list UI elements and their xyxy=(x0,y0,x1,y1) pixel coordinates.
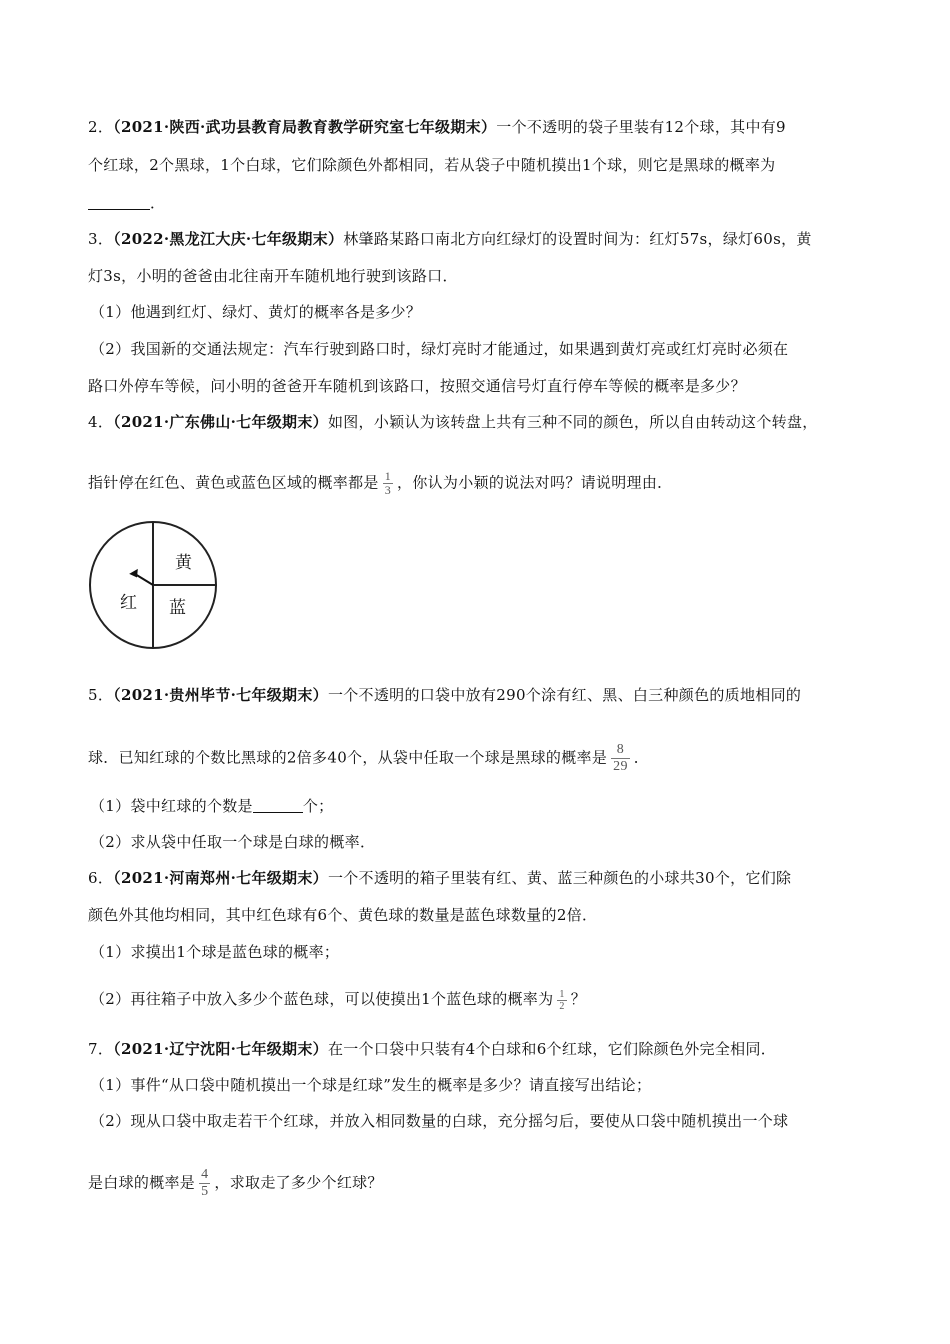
q7-source: （2021·辽宁沈阳·七年级期末） xyxy=(113,1040,328,1058)
q6-source: （2021·河南郑州·七年级期末） xyxy=(113,869,328,887)
q6-sub1: （1）求摸出1个球是蓝色球的概率； xyxy=(90,943,340,961)
q7-sub2-line1: （2）现从口袋中取走若干个红球，并放入相同数量的白球，充分摇匀后，要使从口袋中随机摸出一个球 xyxy=(90,1112,789,1130)
q5-source: （2021·贵州毕节·七年级期末） xyxy=(113,686,328,704)
q3-sub2-line2: 路口外停车等候，问小明的爸爸开车随机到该路口，按照交通信号灯直行停车等候的概率是多少？ xyxy=(88,377,746,395)
q7-line1 xyxy=(88,1038,776,1060)
q2-text1: 一个不透明的袋子里装有12个球，其中有9 xyxy=(496,118,786,136)
q4-fraction-denominator: 3 xyxy=(384,483,392,497)
q5-text1: 一个不透明的口袋中放有290个涂有红、黑、白三种颜色的质地相同的 xyxy=(327,686,802,704)
q3-sub2-line1: （2）我国新的交通法规定：汽车行驶到路口时，绿灯亮时才能通过，如果遇到黄灯亮或红灯亮时必须在 xyxy=(90,340,789,358)
q6-sub2 xyxy=(90,988,586,1012)
q3-text1: 林肇路某路口南北方向红绿灯的设置时间为：红灯57s，绿灯60s，黄 xyxy=(343,230,812,248)
q6-line1 xyxy=(88,867,791,889)
spinner-label-yellow: 黄 xyxy=(175,553,192,573)
q7-fraction-numerator: 4 xyxy=(201,1167,209,1182)
q2-line2: 个红球，2个黑球，1个白球，它们除颜色外都相同，若从袋子中随机摸出1个球，则它是黑球的概率为 xyxy=(88,156,776,174)
q5-sub1-pre: （1）袋中红球的个数是 xyxy=(90,797,253,815)
q5-text2-pre: 球．已知红球的个数比黑球的2倍多40个，从袋中任取一个球是黑球的概率是 xyxy=(88,748,608,767)
q2-answer-blank xyxy=(88,193,150,210)
spinner-pointer-shaft xyxy=(135,574,153,585)
q5-answer-blank xyxy=(253,796,303,813)
spinner-label-blue: 蓝 xyxy=(169,598,186,618)
q7-sub2-line2-pre: 是白球的概率是 xyxy=(88,1173,196,1192)
q3-number: 3． xyxy=(88,230,114,248)
q3-source: （2022·黑龙江大庆·七年级期末） xyxy=(113,230,344,248)
q5-sub1 xyxy=(90,795,333,817)
q6-sub2-post: ？ xyxy=(570,990,587,1008)
q6-line2: 颜色外其他均相同，其中红色球有6个、黄色球的数量是蓝色球数量的2倍． xyxy=(88,906,598,924)
q5-sub1-post: 个； xyxy=(302,797,334,815)
q2-period: ． xyxy=(150,194,166,212)
q6-fraction-numerator: 1 xyxy=(559,988,565,1000)
spinner-figure xyxy=(88,520,218,650)
q3-line2: 灯3s，小明的爸爸由北往南开车随机地行驶到该路口． xyxy=(88,267,458,285)
q5-line2 xyxy=(88,742,649,775)
spinner-label-red: 红 xyxy=(120,593,137,613)
q4-line1 xyxy=(88,411,818,433)
q7-sub2-line2 xyxy=(88,1167,383,1200)
spinner-pointer-arrow-icon xyxy=(129,569,141,580)
q4-fraction-numerator: 1 xyxy=(384,469,392,483)
q7-number: 7． xyxy=(88,1040,114,1058)
q6-sub2-pre: （2）再往箱子中放入多少个蓝色球，可以使摸出1个蓝色球的概率为 xyxy=(90,990,554,1008)
q7-fraction-denominator: 5 xyxy=(201,1184,209,1199)
q5-sub2: （2）求从袋中任取一个球是白球的概率． xyxy=(90,833,376,851)
q4-text1: 如图，小颖认为该转盘上共有三种不同的颜色，所以自由转动这个转盘， xyxy=(327,413,818,431)
q4-line2 xyxy=(88,470,672,497)
q6-fraction xyxy=(557,989,566,1012)
q4-text2-pre: 指针停在红色、黄色或蓝色区域的概率都是 xyxy=(88,473,379,492)
q7-fraction xyxy=(199,1167,210,1200)
q2-line3 xyxy=(88,192,165,214)
q2-number: 2． xyxy=(88,118,114,136)
q7-sub1: （1）事件“从口袋中随机摸出一个球是红球”发生的概率是多少？请直接写出结论； xyxy=(90,1076,652,1094)
q7-text1: 在一个口袋中只装有4个白球和6个红球，它们除颜色外完全相同． xyxy=(327,1040,777,1058)
q3-line1 xyxy=(88,228,812,250)
q6-number: 6． xyxy=(88,869,114,887)
q5-line1 xyxy=(88,684,801,706)
q6-text1: 一个不透明的箱子里装有红、黄、蓝三种颜色的小球共30个，它们除 xyxy=(327,869,792,887)
q7-sub2-line2-post: ，求取走了多少个红球？ xyxy=(214,1173,383,1192)
q2-source: （2021·陕西·武功县教育局教育教学研究室七年级期末） xyxy=(113,118,497,136)
q5-text2-post: ． xyxy=(633,748,650,767)
q4-source: （2021·广东佛山·七年级期末） xyxy=(113,413,328,431)
q2-line1 xyxy=(88,116,786,138)
q6-fraction-denominator: 2 xyxy=(559,1000,565,1012)
q4-number: 4． xyxy=(88,413,114,431)
q3-sub1: （1）他遇到红灯、绿灯、黄灯的概率各是多少？ xyxy=(90,303,422,321)
q5-fraction-numerator: 8 xyxy=(616,742,625,757)
q5-number: 5． xyxy=(88,686,114,704)
q4-text2-post: ，你认为小颖的说法对吗？请说明理由． xyxy=(397,473,673,492)
q4-fraction xyxy=(383,470,393,497)
q5-fraction xyxy=(611,742,630,775)
q5-fraction-denominator: 29 xyxy=(613,759,628,774)
